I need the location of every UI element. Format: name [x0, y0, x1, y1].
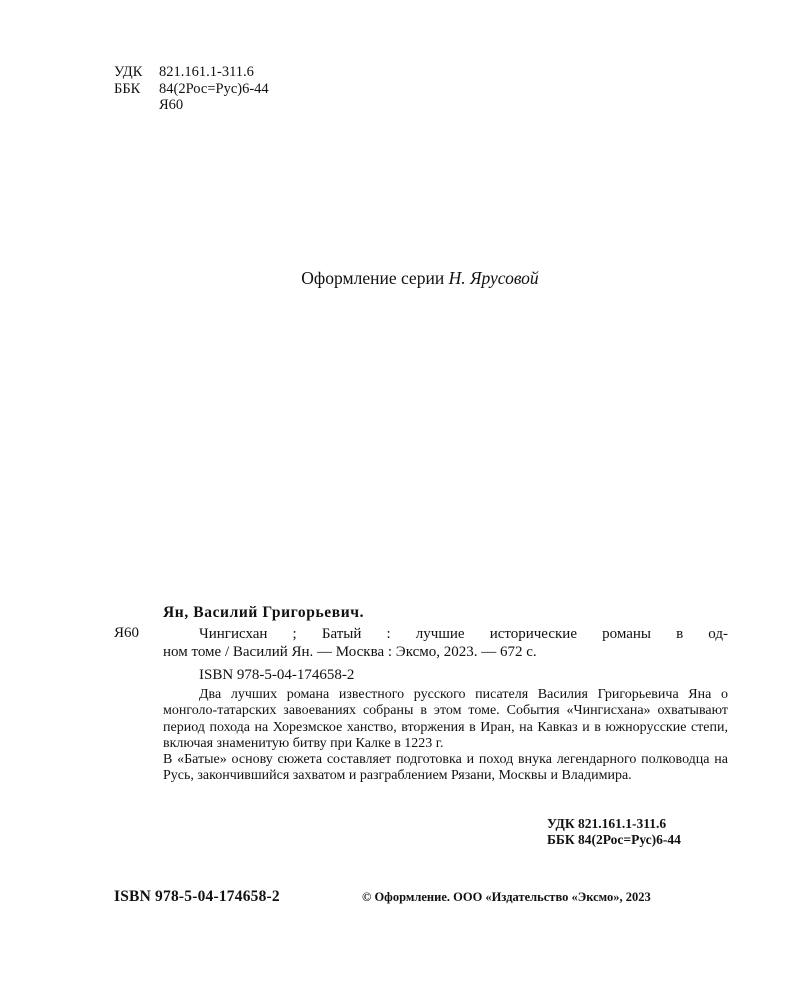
catalog-bbk: ББК 84(2Рос=Рус)6-44	[547, 832, 681, 847]
bbk-value: 84(2Рос=Рус)6-44	[159, 80, 269, 97]
bibliographic-line-2: ном томе / Василий Ян. — Москва : Эксмо, 2023. — 672 с.	[163, 644, 537, 660]
annotation	[163, 687, 728, 785]
series-designer-name: Н. Ярусовой	[448, 268, 539, 288]
bibliographic-description	[163, 625, 728, 661]
footer-isbn: ISBN 978-5-04-174658-2	[114, 888, 280, 905]
author-mark: Я60	[159, 97, 184, 113]
annotation-paragraph-2: В «Батые» основу сюжета составляет подготовка и поход внука легендарного полководца на Русь, закончившийся захватом и разграблением Рязани, Москвы и Владимира.	[163, 752, 728, 784]
series-credit-text: Оформление серии	[301, 268, 445, 288]
top-classification-codes	[114, 64, 269, 114]
catalog-author-heading: Ян, Василий Григорьевич.	[163, 604, 365, 621]
bibliographic-line-1: Чингисхан ; Батый : лучшие исторические романы в од-	[199, 626, 728, 642]
copyright-notice: © Оформление. ООО «Издательство «Эксмо», 2023	[362, 890, 651, 904]
catalog-index-mark: Я60	[114, 625, 140, 641]
bbk-label: ББК	[114, 80, 141, 97]
annotation-paragraph-1: Два лучших романа известного русского писателя Василия Григорьевича Яна о монголо-татарских завоеваниях собраны в этом томе. События «Чингисхана» охватывают период похода на Хорезмское ханство, вторжения в Иран, на Кавказ и в южнорусские степи, включая знаменитую битву при Калке в 1223 г.	[163, 687, 728, 751]
udk-value: 821.161.1-311.6	[159, 64, 254, 80]
catalog-udk: УДК 821.161.1-311.6	[547, 816, 667, 831]
udk-label: УДК	[114, 64, 143, 80]
series-design-credit	[0, 268, 800, 289]
catalog-isbn: ISBN 978-5-04-174658-2	[199, 667, 355, 683]
catalog-classification-codes	[547, 816, 681, 848]
